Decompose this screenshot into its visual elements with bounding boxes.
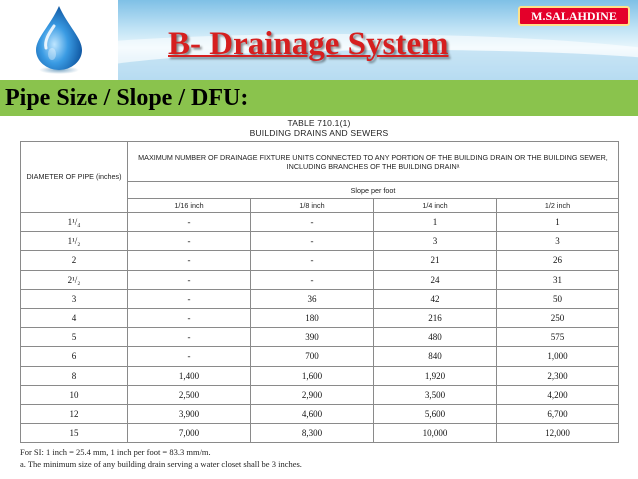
dfu-cell: - [251, 270, 374, 289]
page-title: B- Drainage System [168, 26, 449, 62]
pipe-size-cell: 3 [21, 289, 128, 308]
dfu-cell: 7,000 [128, 424, 251, 443]
dfu-cell: 42 [374, 289, 497, 308]
dfu-cell: 3,900 [128, 404, 251, 423]
table-row [21, 347, 619, 366]
dfu-cell: 1,920 [374, 366, 497, 385]
logo-area [0, 0, 118, 80]
table-caption: BUILDING DRAINS AND SEWERS [249, 128, 389, 138]
dfu-cell: - [251, 251, 374, 270]
slope-col-header: 1/8 inch [251, 199, 374, 213]
pipe-size-cell: 8 [21, 366, 128, 385]
section-subtitle: Pipe Size / Slope / DFU: [5, 85, 249, 111]
pipe-size-cell: 4 [21, 308, 128, 327]
table-row [21, 404, 619, 423]
dfu-cell: - [128, 289, 251, 308]
slope-header: Slope per foot [128, 182, 619, 199]
table-row [21, 270, 619, 289]
dfu-cell: 10,000 [374, 424, 497, 443]
pipe-size-cell: 10 [21, 385, 128, 404]
pipe-size-cell: 2 [21, 251, 128, 270]
dfu-cell: 1 [497, 213, 619, 232]
dfu-cell: 700 [251, 347, 374, 366]
pipe-size-cell: 1¹/₂ [21, 232, 128, 251]
pipe-size-cell: 1¹/₄ [21, 213, 128, 232]
dfu-cell: 26 [497, 251, 619, 270]
dfu-cell: 4,200 [497, 385, 619, 404]
table-number: TABLE 710.1(1) [287, 118, 351, 128]
table-row [21, 385, 619, 404]
dfu-cell: 1,000 [497, 347, 619, 366]
footnote-a: a. The minimum size of any building drain serving a water closet shall be 3 inches. [20, 459, 302, 469]
table-row [21, 251, 619, 270]
dfu-cell: - [251, 213, 374, 232]
dfu-cell: 3 [497, 232, 619, 251]
table-row [21, 213, 619, 232]
dfu-cell: 3,500 [374, 385, 497, 404]
dfu-cell: 2,900 [251, 385, 374, 404]
header-banner [0, 0, 638, 80]
dfu-cell: - [128, 232, 251, 251]
author-badge: M.SALAHDINE [518, 6, 630, 26]
diameter-header: DIAMETER OF PIPE (inches) [21, 142, 128, 213]
slope-col-header: 1/2 inch [497, 199, 619, 213]
slope-col-header: 1/4 inch [374, 199, 497, 213]
dfu-cell: 3 [374, 232, 497, 251]
dfu-cell: 250 [497, 308, 619, 327]
dfu-cell: 2,500 [128, 385, 251, 404]
subtitle-bar [0, 80, 638, 116]
table-row [21, 232, 619, 251]
dfu-cell: - [128, 270, 251, 289]
dfu-cell: - [128, 347, 251, 366]
dfu-cell: 50 [497, 289, 619, 308]
dfu-cell: 4,600 [251, 404, 374, 423]
dfu-cell: 24 [374, 270, 497, 289]
dfu-cell: 1,400 [128, 366, 251, 385]
dfu-cell: - [251, 232, 374, 251]
table-row [21, 308, 619, 327]
pipe-size-cell: 2¹/₂ [21, 270, 128, 289]
dfu-cell: 12,000 [497, 424, 619, 443]
pipe-size-cell: 5 [21, 328, 128, 347]
si-footnote: For SI: 1 inch = 25.4 mm, 1 inch per foot = 83.3 mm/m. [20, 447, 211, 457]
dfu-span-header: MAXIMUM NUMBER OF DRAINAGE FIXTURE UNITS CONNECTED TO ANY PORTION OF THE BUILDING DRAIN OR THE BUILDING SEWER, INCLUDING BRANCHES OF THE BUILDING DRAINᵃ [128, 142, 619, 182]
water-drop-icon [30, 4, 88, 76]
dfu-cell: 5,600 [374, 404, 497, 423]
dfu-cell: 2,300 [497, 366, 619, 385]
dfu-cell: 21 [374, 251, 497, 270]
table-row [21, 424, 619, 443]
dfu-cell: - [128, 328, 251, 347]
dfu-cell: 840 [374, 347, 497, 366]
dfu-cell: - [128, 213, 251, 232]
table-row [21, 289, 619, 308]
dfu-cell: 8,300 [251, 424, 374, 443]
dfu-cell: - [128, 251, 251, 270]
dfu-cell: 575 [497, 328, 619, 347]
dfu-table [20, 141, 619, 443]
dfu-cell: 6,700 [497, 404, 619, 423]
pipe-size-cell: 15 [21, 424, 128, 443]
dfu-cell: 1 [374, 213, 497, 232]
dfu-cell: - [128, 308, 251, 327]
table-row [21, 328, 619, 347]
pipe-size-cell: 6 [21, 347, 128, 366]
dfu-cell: 1,600 [251, 366, 374, 385]
pipe-size-cell: 12 [21, 404, 128, 423]
table-row [21, 366, 619, 385]
dfu-cell: 180 [251, 308, 374, 327]
dfu-cell: 31 [497, 270, 619, 289]
slope-col-header: 1/16 inch [128, 199, 251, 213]
dfu-cell: 36 [251, 289, 374, 308]
dfu-cell: 216 [374, 308, 497, 327]
dfu-cell: 480 [374, 328, 497, 347]
dfu-cell: 390 [251, 328, 374, 347]
